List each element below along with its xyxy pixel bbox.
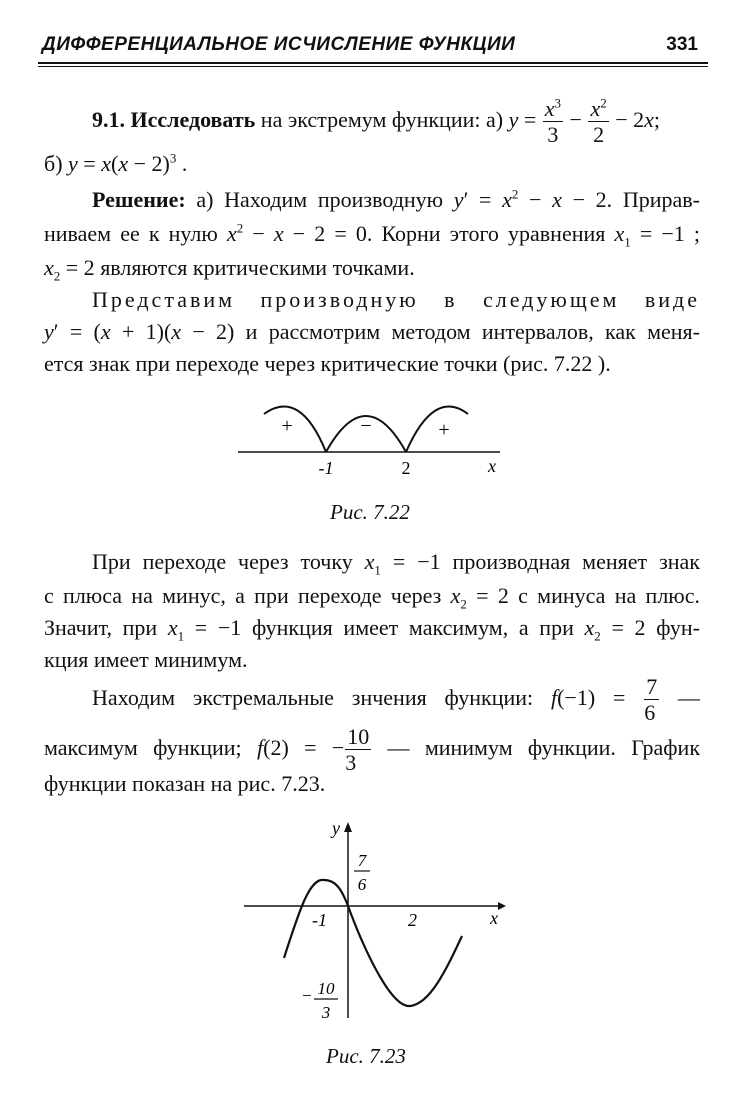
para2-line-1: При переходе через точку $x_1 = -1$ производная меняет знак: [92, 549, 700, 578]
fig23-y-label: y: [332, 818, 340, 838]
header-rule-thin: [38, 66, 708, 67]
solution-line-3: $x_2 = 2$ являются критическими точками.: [44, 255, 415, 284]
para3-line-1: Находим экстремальные знчения функции: f(−1) = $\frac{7}{6}$ —: [92, 674, 701, 725]
solution-text-4: Представим производную в следующем виде: [92, 287, 700, 312]
para3-text-2a: максимум функции;: [44, 735, 242, 761]
fig23-tick-neg1: -1: [312, 910, 327, 930]
fig23-min-num: 10: [317, 979, 335, 998]
para3-text-3: функции показан на рис. 7.23.: [44, 771, 326, 796]
header-rule: [38, 62, 708, 64]
para3-line-3: [44, 770, 700, 798]
problem-part-b: б): [44, 151, 63, 176]
problem-number: 9.1.: [92, 107, 125, 133]
solution-label: Решение:: [92, 187, 186, 212]
solution-text-5: и рассмотрим методом интервалов, как меня-: [245, 319, 701, 344]
fig23-min-den: 3: [321, 1003, 331, 1022]
para2-line-3: Значит, при $x_1 = -1$ функция имеет максимум, а при $x_2 = 2$ фун-: [44, 615, 700, 644]
fig23-x-arrow: [498, 902, 506, 910]
fig23-min-minus: −: [302, 986, 312, 1005]
para2-text-3c: фун-: [656, 615, 700, 640]
solution-text-2-mid: . Корни этого уравнения: [366, 221, 606, 246]
fig23-x-label: x: [490, 908, 498, 928]
para3-dash: —: [678, 685, 701, 711]
solution-line-4: [92, 286, 700, 314]
para2-text-2b: с минуса на плюс.: [518, 583, 700, 608]
fig22-arc-left: [264, 406, 326, 452]
problem-line-2: б) $y = x(x - 2)^3$ .: [44, 150, 188, 176]
fig23-max-den: 6: [357, 875, 367, 894]
fig22-caption: Рис. 7.22: [330, 500, 410, 524]
fig23-y-arrow: [344, 822, 352, 832]
fig22-sign-plus-left: +: [281, 415, 293, 437]
fig22-tick-2: 2: [401, 458, 411, 478]
fig23-max-num: 7: [357, 851, 367, 870]
para2-text-3b: функция имеет максимум, а при: [251, 615, 574, 640]
figure-7-22: [230, 392, 510, 482]
solution-text-6: ется знак при переходе через критические точки (рис. 7.22 ).: [44, 351, 611, 376]
problem-line-1: 9.1. Исследовать на экстремум функции: а) y = $\frac{x^3}{3}$ − $\frac{x^2}{2}$ − 2x;: [92, 95, 661, 147]
para2-text-2a: с плюса на минус, а при переходе через: [44, 583, 442, 608]
para2-line-4: [44, 646, 700, 674]
fig22-sign-plus-right: +: [438, 419, 450, 441]
para3-text-2b: — минимум функции. График: [387, 735, 701, 761]
fig22-tick-neg1: -1: [318, 458, 334, 478]
problem-keyword: Исследовать: [130, 107, 256, 133]
solution-line-1: Решение: а) Находим производную $y' = x^2 - x - 2$. Прирав-: [92, 186, 700, 212]
fig22-sign-minus: −: [360, 415, 372, 437]
para3-line-2: максимум функции; f(2) = − $\frac{10}{3}$ — минимум функции. График: [44, 724, 701, 775]
para2-line-2: с плюса на минус, а при переходе через $x_2 = 2$ с минуса на плюс.: [44, 583, 700, 612]
para3-text-1: Находим экстремальные знчения функции:: [92, 685, 534, 711]
running-header-title: ДИФФЕРЕНЦИАЛЬНОЕ ИСЧИСЛЕНИЕ ФУНКЦИИ: [42, 34, 516, 55]
solution-text-1-end: . Прирав-: [606, 187, 700, 212]
para2-text-1a: При переходе через точку: [92, 549, 353, 574]
fig23-caption: Рис. 7.23: [326, 1044, 406, 1068]
fig22-arc-right: [406, 406, 468, 452]
fig23-tick-2: 2: [408, 910, 417, 930]
page-number: 331: [666, 34, 698, 55]
para2-text-4: кция имеет минимум.: [44, 647, 248, 672]
para2-text-1b: производная меняет знак: [452, 549, 700, 574]
solution-text-2: ниваем ее к нулю: [44, 221, 218, 246]
solution-text-3: являются критическими точками.: [100, 255, 415, 280]
solution-text-1: а) Находим производную: [196, 187, 444, 212]
problem-text: на экстремум функции: а): [260, 107, 504, 133]
para2-text-3a: Значит, при: [44, 615, 158, 640]
solution-line-5: y′ = (x + 1)(x − 2) и рассмотрим методом интервалов, как меня-: [44, 319, 701, 344]
figure-7-23: [240, 818, 510, 1028]
solution-line-6: [44, 350, 700, 378]
solution-line-2: ниваем ее к нулю $x^2 - x - 2 = 0$. Корни этого уравнения $x_1 = -1$ ;: [44, 220, 700, 250]
fig22-axis-label: x: [488, 456, 496, 476]
